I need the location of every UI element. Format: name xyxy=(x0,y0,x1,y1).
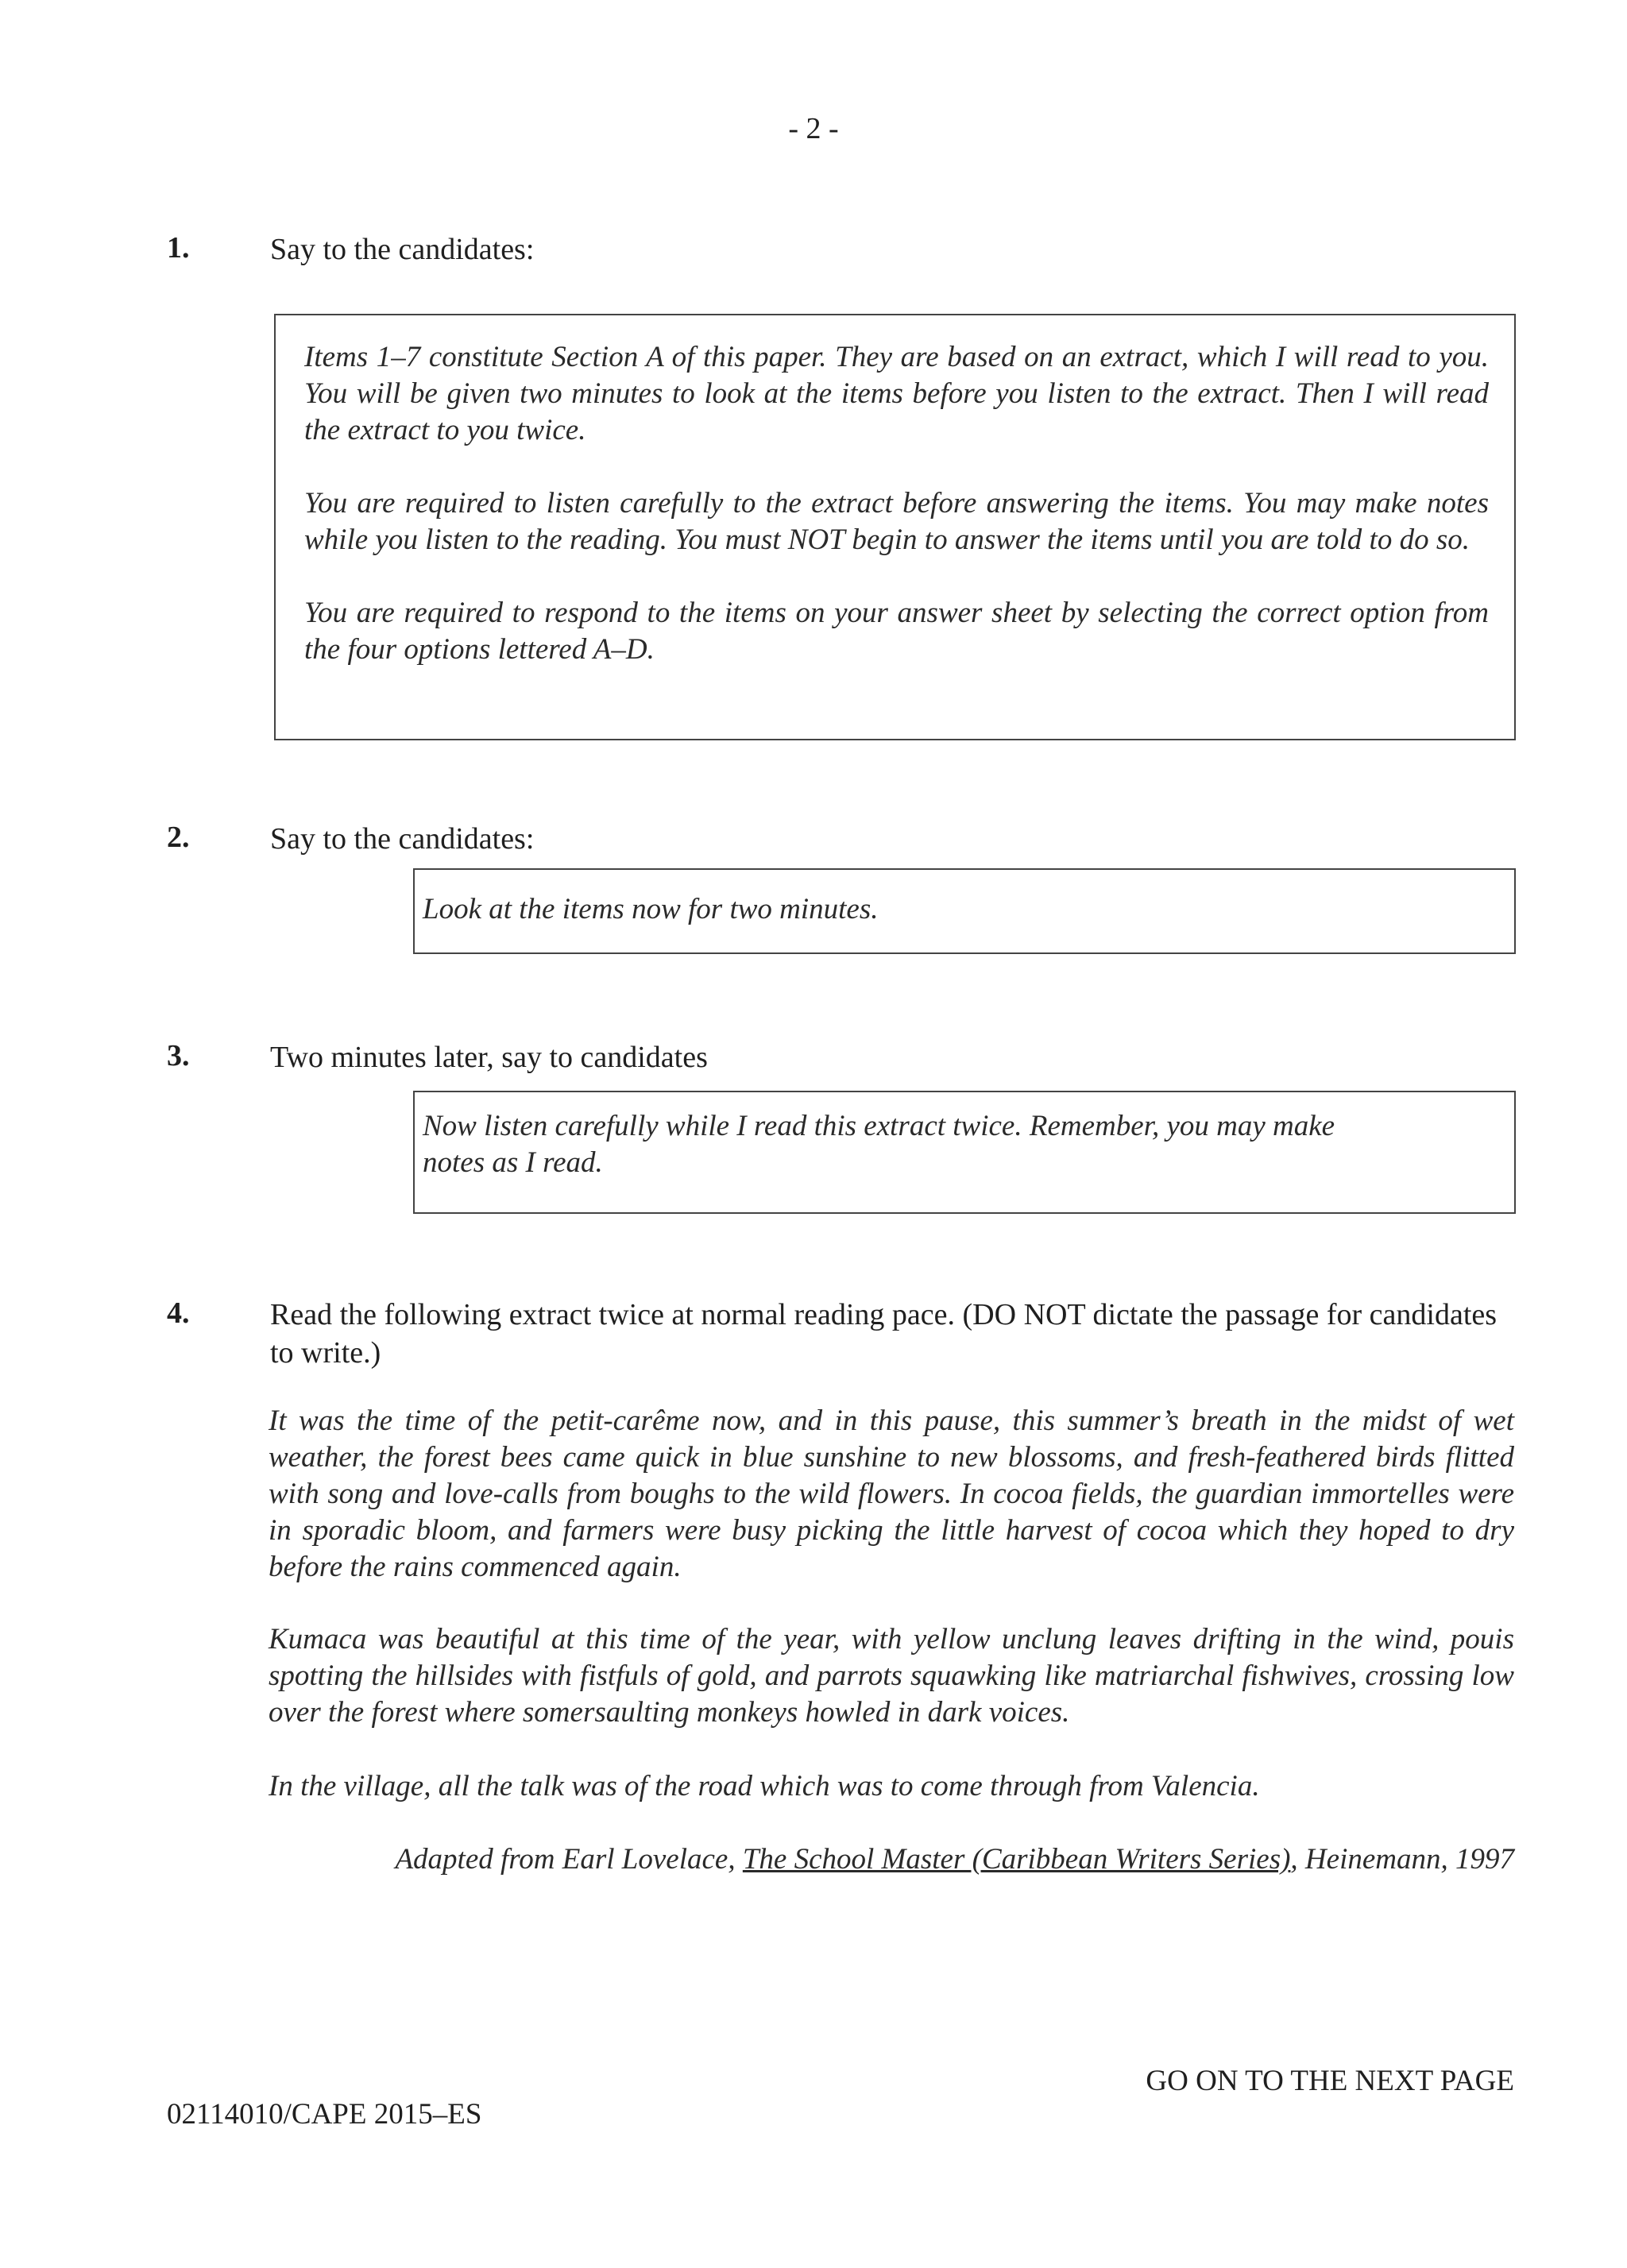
item-4-number: 4. xyxy=(167,1296,190,1330)
source-book-title: The School Master (Caribbean Writers Series) xyxy=(742,1843,1291,1876)
item-2-box-text: Look at the items now for two minutes. xyxy=(423,893,879,925)
extract-text: In the village, all the talk was of the road which was to come through from Valencia. xyxy=(269,1770,1260,1802)
source-prefix: Adapted from Earl Lovelace, xyxy=(395,1843,736,1876)
source-suffix: , Heinemann, 1997 xyxy=(1290,1843,1514,1876)
item-2-number: 2. xyxy=(167,821,190,854)
extract-paragraph-2 xyxy=(269,1621,1514,1731)
page-number: - 2 - xyxy=(788,112,839,145)
item-1-box-paragraph: You are required to respond to the items on your answer sheet by selecting the correct option from the four options lettered A–D. xyxy=(304,597,1489,666)
item-3-box-text: Now listen carefully while I read this extract twice. Remember, you may make notes as I read. xyxy=(423,1110,1335,1179)
item-1-box-paragraph: Items 1–7 constitute Section A of this paper. They are based on an extract, which I will read to you. You will be given two minutes to look at the items before you listen to the extract. Then I will read the extract to you twice. xyxy=(304,341,1489,446)
item-2-instruction: Say to the candidates: xyxy=(270,822,535,856)
extract-paragraph-3 xyxy=(269,1768,1514,1805)
paper-code: 02114010/CAPE 2015–ES xyxy=(167,2098,482,2131)
extract-source xyxy=(269,1841,1514,1878)
item-1-instruction: Say to the candidates: xyxy=(270,233,535,266)
item-4-instruction: Read the following extract twice at normal reading pace. (DO NOT dictate the passage for candidates to write.) xyxy=(270,1298,1498,1370)
item-3-box xyxy=(413,1091,1516,1214)
extract-paragraph-1 xyxy=(269,1403,1514,1586)
go-on-next-page: GO ON TO THE NEXT PAGE xyxy=(1146,2065,1514,2097)
item-3-instruction: Two minutes later, say to candidates xyxy=(270,1041,708,1074)
item-1-number: 1. xyxy=(167,231,190,265)
item-2-box xyxy=(413,868,1516,954)
item-1-box xyxy=(274,314,1516,740)
item-3-number: 3. xyxy=(167,1039,190,1072)
extract-text: It was the time of the petit-carême now, and in this pause, this summer’s breath in the midst of wet weather, the forest bees came quick in blue sunshine to new blossoms, and fresh-feathered birds flitted with song and love-calls from boughs to the wild flowers. In cocoa fields, the guardian immortelles were in sporadic bloom, and farmers were busy picking the little harvest of cocoa which they hoped to dry before the rains commenced again. xyxy=(269,1404,1514,1583)
extract-text: Kumaca was beautiful at this time of the year, with yellow unclung leaves drifting in the wind, pouis spotting the hillsides with fistfuls of gold, and parrots squawking like matriarchal fishwives, crossing low over the forest where somersaulting monkeys howled in dark voices. xyxy=(269,1623,1514,1729)
item-1-box-paragraph: You are required to listen carefully to the extract before answering the items. You may make notes while you listen to the reading. You must NOT begin to answer the items until you are told to do so. xyxy=(304,487,1489,556)
